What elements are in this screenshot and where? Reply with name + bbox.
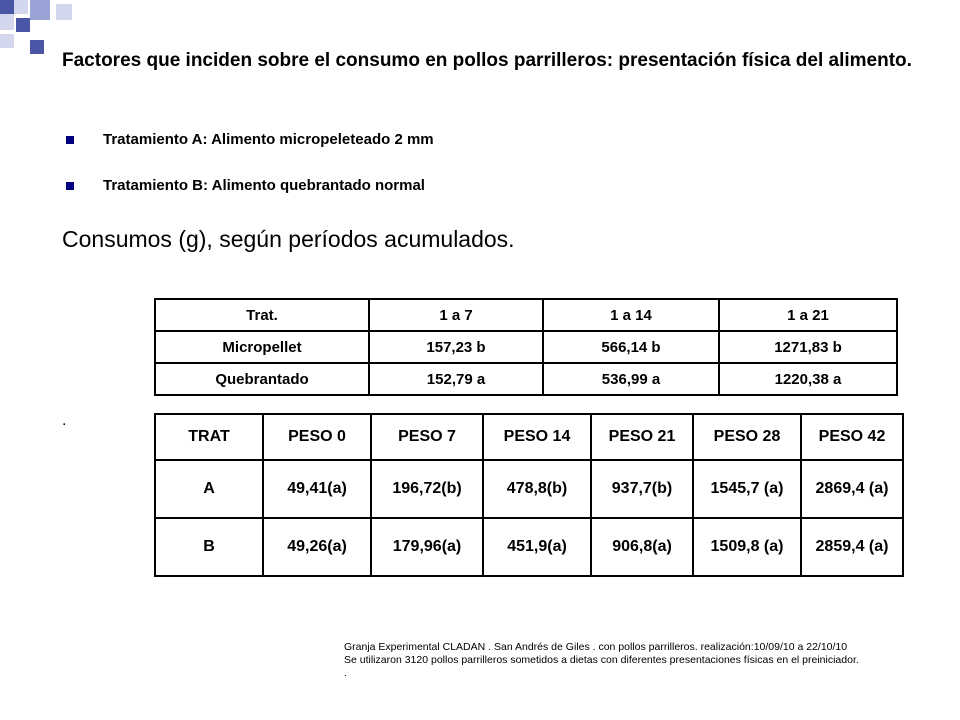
list-item xyxy=(66,128,434,152)
table-row xyxy=(155,518,903,576)
square-bullet-icon xyxy=(66,136,74,144)
deco-square-light xyxy=(0,34,14,48)
footnote xyxy=(344,641,954,680)
column-header: PESO 0 xyxy=(263,414,371,460)
treatment-list xyxy=(66,128,434,220)
list-item xyxy=(66,174,434,198)
table-cell: 451,9(a) xyxy=(483,518,591,576)
section-subtitle: Consumos (g), según períodos acumulados. xyxy=(62,226,515,252)
footnote-line: Se utilizaron 3120 pollos parrilleros sometidos a dietas con diferentes presentaciones físicas en el preiniciador. xyxy=(344,654,859,666)
deco-square-dark xyxy=(16,18,30,32)
column-header: PESO 42 xyxy=(801,414,903,460)
table-row xyxy=(155,460,903,518)
column-header: 1 a 7 xyxy=(369,299,543,331)
table-cell: 2859,4 (a) xyxy=(801,518,903,576)
treatment-a-label: Tratamiento A: Alimento micropeleteado 2 mm xyxy=(103,131,434,148)
table-cell: 1271,83 b xyxy=(719,331,897,363)
table-cell: 536,99 a xyxy=(543,363,719,395)
deco-square-dark xyxy=(0,0,14,14)
table-cell: 566,14 b xyxy=(543,331,719,363)
deco-square-dark xyxy=(30,40,44,54)
table-cell: 1509,8 (a) xyxy=(693,518,801,576)
table-cell: 49,26(a) xyxy=(263,518,371,576)
deco-square-mid xyxy=(30,0,50,20)
table-row xyxy=(155,331,897,363)
column-header: PESO 14 xyxy=(483,414,591,460)
table-cell: 1545,7 (a) xyxy=(693,460,801,518)
table-cell: 152,79 a xyxy=(369,363,543,395)
column-header: Trat. xyxy=(155,299,369,331)
column-header: PESO 7 xyxy=(371,414,483,460)
weight-table xyxy=(154,413,904,577)
column-header: TRAT xyxy=(155,414,263,460)
deco-square-light xyxy=(0,14,14,30)
table-cell: 2869,4 (a) xyxy=(801,460,903,518)
table-row xyxy=(155,363,897,395)
treatment-b-label: Tratamiento B: Alimento quebrantado normal xyxy=(103,177,425,194)
column-header: 1 a 21 xyxy=(719,299,897,331)
table-cell: B xyxy=(155,518,263,576)
table-header-row xyxy=(155,299,897,331)
table-cell: 937,7(b) xyxy=(591,460,693,518)
footnote-line: Granja Experimental CLADAN . San Andrés de Giles . con pollos parrilleros. realización:10/09/10 a 22/10/10 xyxy=(344,641,848,653)
deco-square-light xyxy=(14,0,28,14)
square-bullet-icon xyxy=(66,182,74,190)
table-cell: 179,96(a) xyxy=(371,518,483,576)
table-cell: 49,41(a) xyxy=(263,460,371,518)
table-cell: 1220,38 a xyxy=(719,363,897,395)
column-header: PESO 28 xyxy=(693,414,801,460)
table-header-row xyxy=(155,414,903,460)
table-cell: 196,72(b) xyxy=(371,460,483,518)
page-title: Factores que inciden sobre el consumo en pollos parrilleros: presentación física del alimento. xyxy=(62,50,912,71)
table-cell: Quebrantado xyxy=(155,363,369,395)
deco-square-light xyxy=(56,4,72,20)
table-cell: 478,8(b) xyxy=(483,460,591,518)
table-cell: 157,23 b xyxy=(369,331,543,363)
footnote-line: . xyxy=(344,667,347,679)
consumption-table xyxy=(154,298,898,396)
column-header: PESO 21 xyxy=(591,414,693,460)
table-cell: 906,8(a) xyxy=(591,518,693,576)
table-cell: A xyxy=(155,460,263,518)
dot-marker: . xyxy=(62,412,67,429)
column-header: 1 a 14 xyxy=(543,299,719,331)
table-cell: Micropellet xyxy=(155,331,369,363)
